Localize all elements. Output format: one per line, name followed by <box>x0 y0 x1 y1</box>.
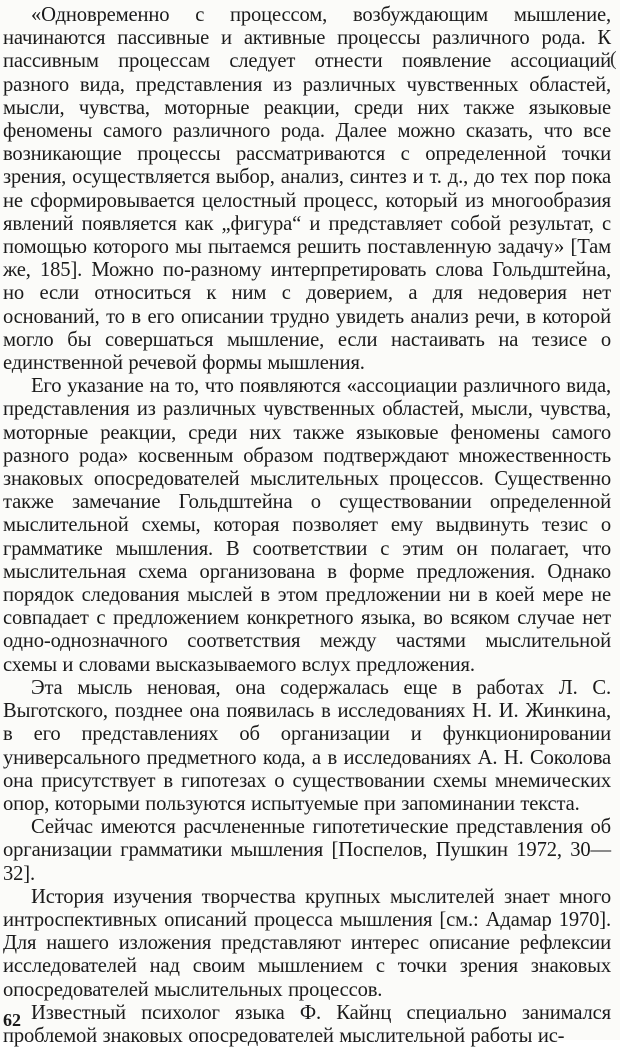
paragraph-3: Эта мысль неновая, она содержалась еще в работах Л. С. Выготского, позднее она появилась в исследованиях Н. И. Жинкина, в его представлениях об организации и функционировании универсального предметного кода, а в исследованиях А. Н. Соколова она присутствует в гипотезах о существовании схемы мнемических опор, которыми пользуются испытуемые при запоминании текста. <box>3 676 611 815</box>
paragraph-1: «Одновременно с процессом, возбуждающим мышление, начинаются пассивные и активные процессы различного рода. К пассивным процессам следует отнести появление ассоциаций разного вида, представления из различных чувственных областей, мысли, чувства, моторные реакции, среди них также языковые феномены самого различного рода. Далее можно сказать, что все возникающие процессы рассматриваются с определенной точки зрения, осуществляется выбор, анализ, синтез и т. д., до тех пор пока не сформировывается целостный процесс, который из многообразия явлений появляется как „фигура“ и представляет собой результат, с помощью которого мы пытаемся решить поставленную задачу» [Там же, 185]. Можно по-разному интерпретировать слова Гольдштейна, но если относиться к ним с доверием, а для недоверия нет оснований, то в его описании трудно увидеть анализ речи, в которой могло бы совершаться мышление, если настаивать на тезисе о единственной речевой формы мышления. <box>3 4 611 375</box>
paragraph-2: Его указание на то, что появляются «ассоциации различного вида, представления из различных чувственных областей, мысли, чувства, моторные реакции, среди них также языковые феномены самого разного рода» косвенным образом подтверждают множественность знаковых опосредователей мыслительных процессов. Существенно также замечание Гольдштейна о существовании определенной мыслительной схемы, которая позволяет ему выдвинуть тезис о грамматике мышления. В соответствии с этим он полагает, что мыслительная схема организована в форме предложения. Однако порядок следования мыслей в этом предложении ни в коей мере не совпадает с предложением конкретного языка, во всяком случае нет одно-однозначного соответствия между частями мыслительной схемы и словами высказываемого вслух предложения. <box>3 375 611 676</box>
paragraph-5: История изучения творчества крупных мыслителей знает много интроспективных описаний процесса мышления [см.: Адамар 1970]. Для нашего изложения представляют интерес описание рефлексии исследователей над своим мышлением с точки зрения знаковых опосредователей мыслительных процессов. <box>3 885 611 1001</box>
margin-mark: ( <box>610 48 617 70</box>
body-text <box>3 4 611 1048</box>
paragraph-6: Известный психолог языка Ф. Кайнц специально занимался проблемой знаковых опосредователей мыслительной работы ис- <box>3 1001 611 1047</box>
paragraph-4: Сейчас имеются расчлененные гипотетические представления об организации грамматики мышления [Поспелов, Пушкин 1972, 30—32]. <box>3 816 611 885</box>
page-number: 62 <box>3 1010 21 1030</box>
